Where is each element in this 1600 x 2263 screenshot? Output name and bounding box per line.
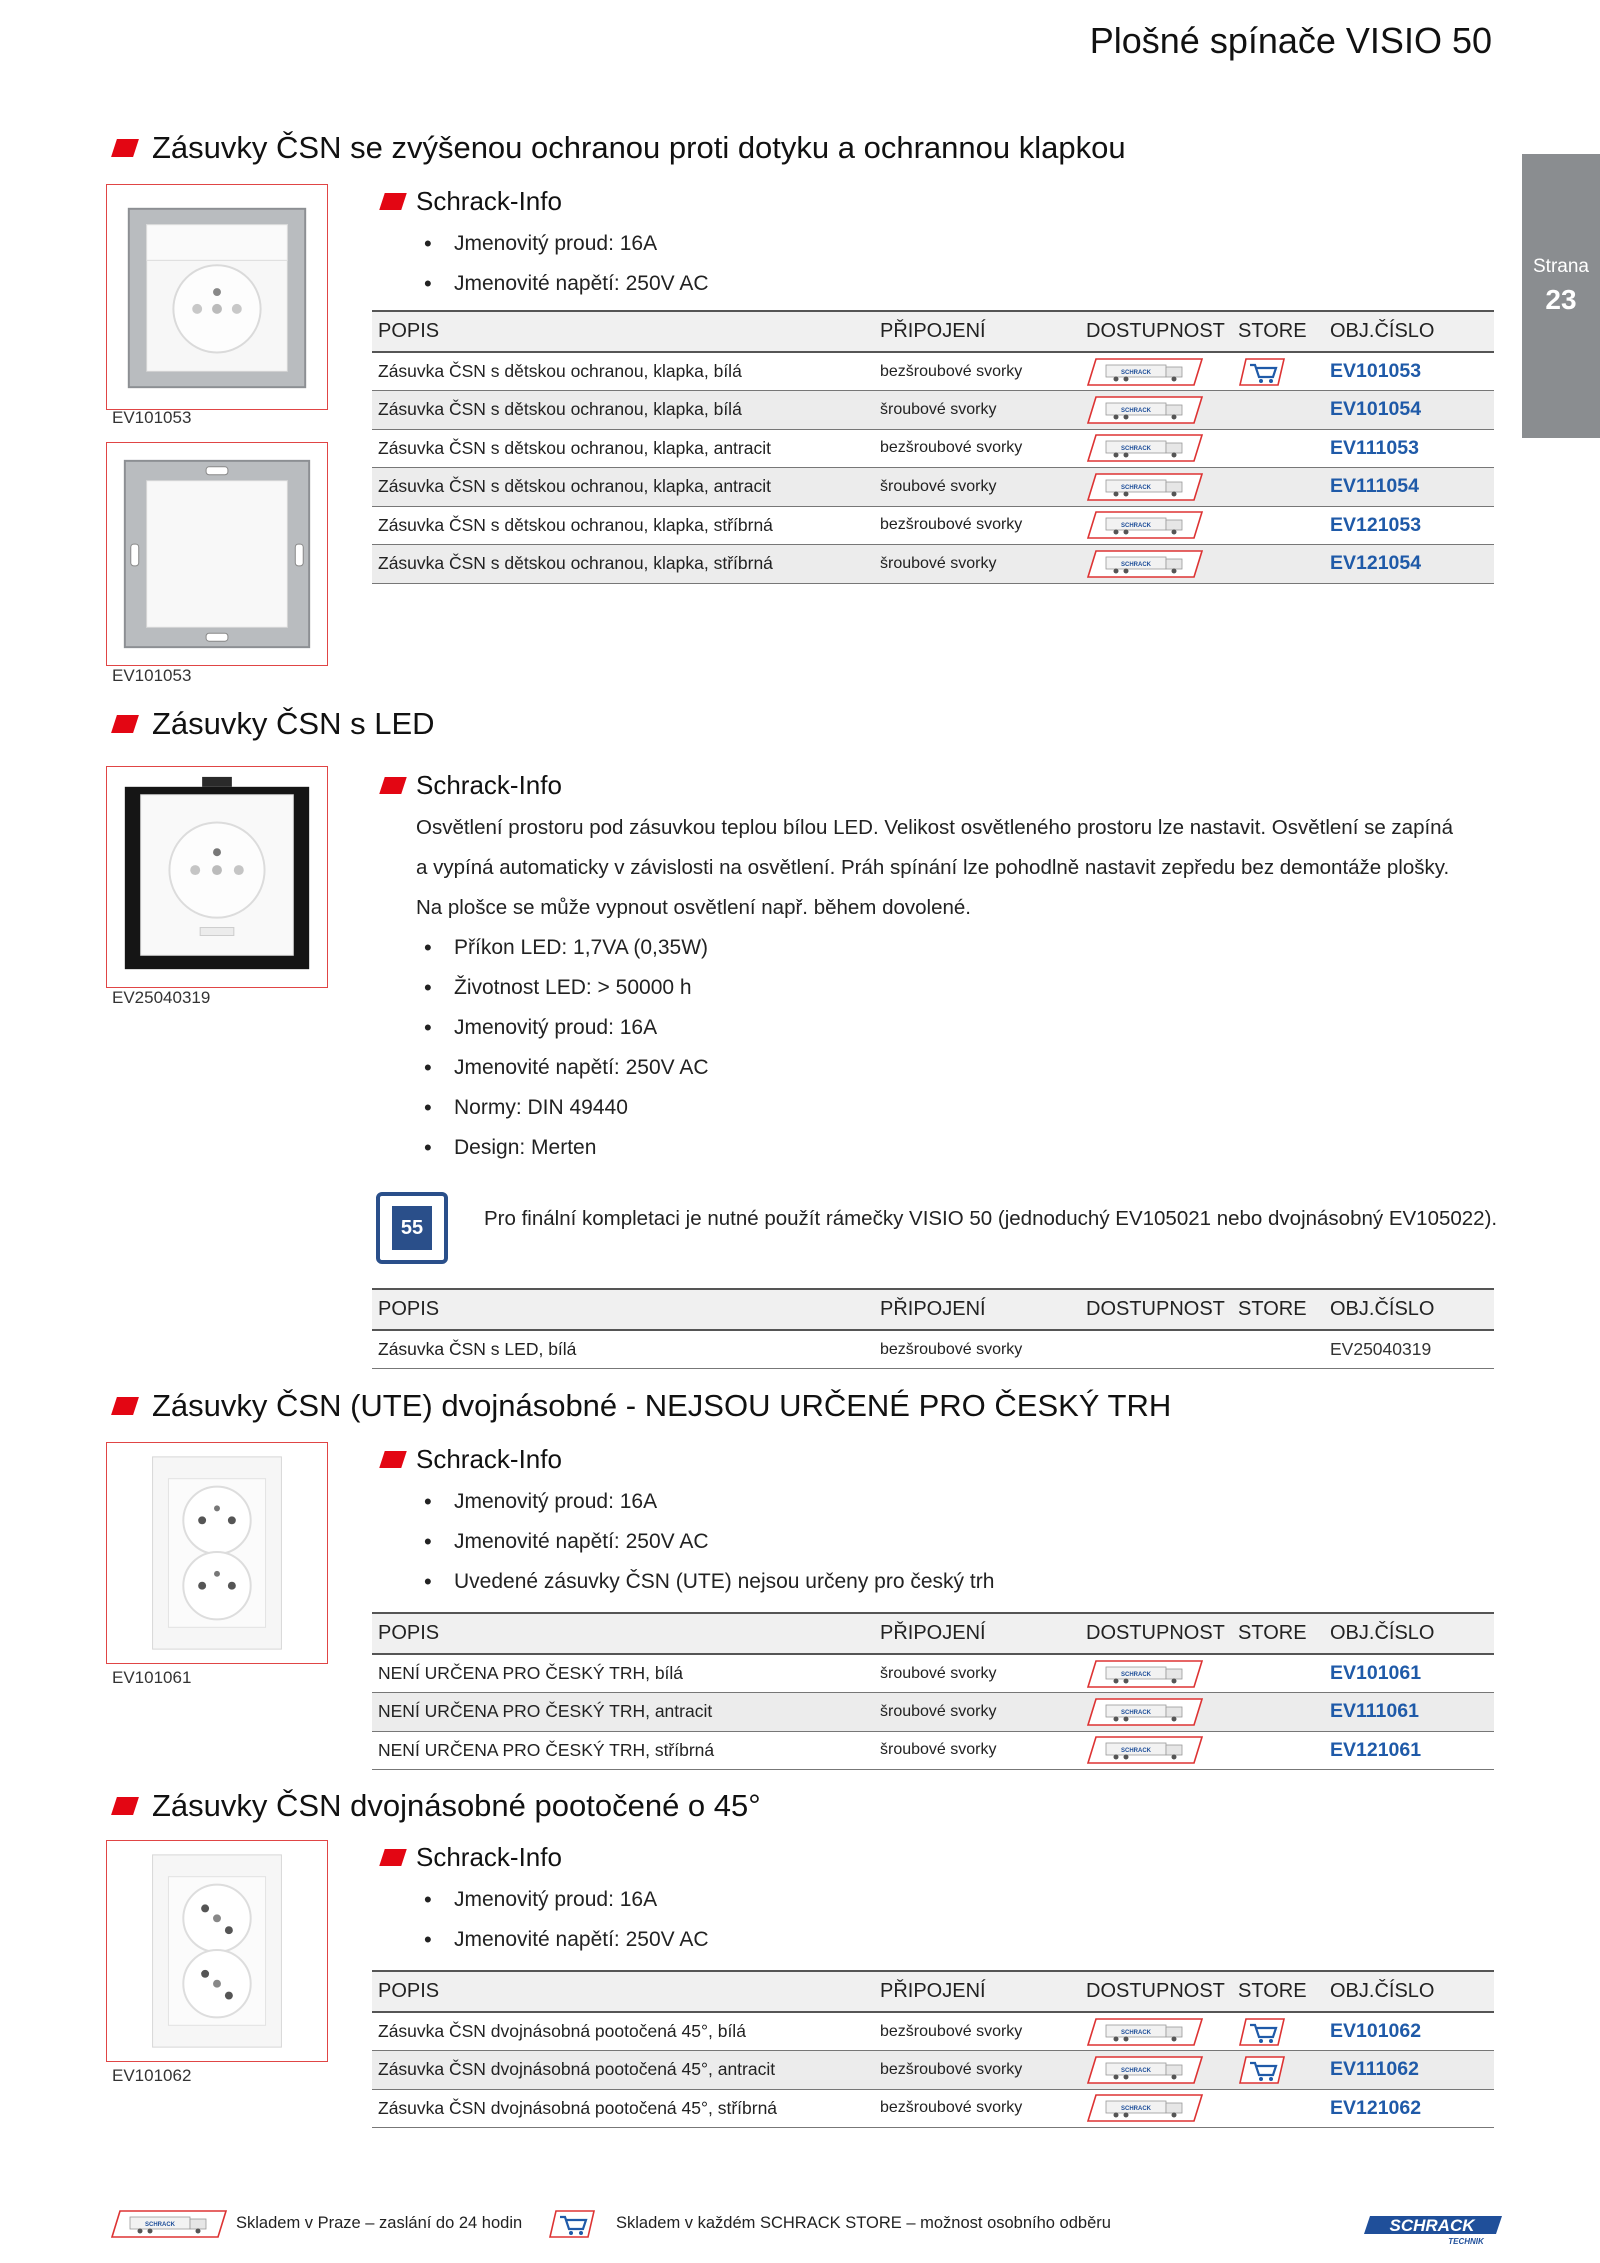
cell-store: [1232, 468, 1324, 507]
list-item: • Jmenovitý proud: 16A: [420, 1008, 709, 1048]
truck-icon: [1086, 1658, 1204, 1690]
svg-text:SCHRACK: SCHRACK: [145, 2222, 175, 2228]
schrack-info-heading: Schrack-Info: [382, 1444, 562, 1475]
truck-icon: [1086, 394, 1204, 426]
cell-dostupnost: [1080, 2051, 1232, 2090]
product-image: [106, 1442, 328, 1664]
svg-text:SCHRACK: SCHRACK: [1389, 2216, 1475, 2235]
list-item: • Jmenovitý proud: 16A: [420, 1482, 994, 1522]
table-row: [372, 352, 1494, 391]
spec-list: [420, 224, 709, 304]
cell-popis: Zásuvka ČSN dvojnásobná pootočená 45°, bílá: [372, 2012, 874, 2051]
truck-icon: [110, 2208, 228, 2240]
col-header-popis: POPIS: [372, 1613, 874, 1654]
cell-obj-cislo[interactable]: EV101053: [1324, 352, 1494, 391]
socket-with-flap-image: [107, 185, 327, 409]
truck-icon: [1086, 1696, 1204, 1728]
cell-pripojeni: bezšroubové svorky: [874, 2089, 1080, 2128]
truck-icon: [1086, 2092, 1204, 2124]
cell-obj-cislo[interactable]: EV111054: [1324, 468, 1494, 507]
cell-pripojeni: šroubové svorky: [874, 1693, 1080, 1732]
list-item: • Uvedené zásuvky ČSN (UTE) nejsou určeny pro český trh: [420, 1562, 994, 1602]
cell-obj-cislo[interactable]: EV101061: [1324, 1654, 1494, 1693]
svg-text:SCHRACK: SCHRACK: [1121, 2029, 1151, 2036]
cell-dostupnost: [1080, 468, 1232, 507]
svg-text:SCHRACK: SCHRACK: [1121, 1748, 1151, 1755]
svg-text:SCHRACK: SCHRACK: [1121, 1709, 1151, 1716]
spec-list: [420, 928, 709, 1168]
col-header-popis: POPIS: [372, 1971, 874, 2012]
product-image: [106, 1840, 328, 2062]
table-header-row: [372, 1971, 1494, 2012]
col-header-obj: OBJ.ČÍSLO: [1324, 1289, 1494, 1330]
page-number-tab: [1522, 154, 1600, 438]
cell-store: [1232, 2012, 1324, 2051]
cell-store: [1232, 506, 1324, 545]
cell-pripojeni: bezšroubové svorky: [874, 2051, 1080, 2090]
product-table: [372, 1612, 1494, 1770]
col-header-store: STORE: [1232, 311, 1324, 352]
svg-text:SCHRACK: SCHRACK: [1121, 407, 1151, 414]
col-header-popis: POPIS: [372, 311, 874, 352]
col-header-pripojeni: PŘIPOJENÍ: [874, 1971, 1080, 2012]
product-table: [372, 1288, 1494, 1369]
red-parallelogram-icon: [111, 139, 139, 157]
col-header-obj: OBJ.ČÍSLO: [1324, 311, 1494, 352]
cell-store: [1232, 1654, 1324, 1693]
svg-text:SCHRACK: SCHRACK: [1121, 523, 1151, 530]
red-parallelogram-icon: [111, 715, 139, 733]
image-caption: EV25040319: [112, 988, 211, 1007]
red-parallelogram-icon: [379, 1849, 407, 1866]
shopping-cart-icon: [548, 2208, 596, 2240]
red-parallelogram-icon: [111, 1397, 139, 1415]
list-item: • Jmenovitý proud: 16A: [420, 224, 709, 264]
cell-pripojeni: šroubové svorky: [874, 468, 1080, 507]
col-header-store: STORE: [1232, 1289, 1324, 1330]
cell-obj-cislo[interactable]: EV111061: [1324, 1693, 1494, 1732]
cell-pripojeni: bezšroubové svorky: [874, 429, 1080, 468]
table-row: [372, 2012, 1494, 2051]
table-header-row: [372, 311, 1494, 352]
cell-dostupnost: [1080, 1330, 1232, 1369]
schrack-info-heading: Schrack-Info: [382, 770, 562, 801]
cell-popis: Zásuvka ČSN dvojnásobná pootočená 45°, stříbrná: [372, 2089, 874, 2128]
cell-popis: Zásuvka ČSN s dětskou ochranou, klapka, bílá: [372, 352, 874, 391]
shopping-cart-icon: [1238, 2054, 1286, 2086]
legend-truck-text: Skladem v Praze – zaslání do 24 hodin: [236, 2214, 523, 2232]
section-heading: [114, 1788, 761, 1824]
col-header-pripojeni: PŘIPOJENÍ: [874, 1289, 1080, 1330]
list-item: • Jmenovitý proud: 16A: [420, 1880, 709, 1920]
cell-popis: Zásuvka ČSN s dětskou ochranou, klapka, antracit: [372, 468, 874, 507]
list-item: • Normy: DIN 49440: [420, 1088, 709, 1128]
table-row: [372, 2051, 1494, 2090]
svg-text:SCHRACK: SCHRACK: [1121, 369, 1151, 376]
truck-icon: [1086, 509, 1204, 541]
cell-obj-cislo[interactable]: EV111053: [1324, 429, 1494, 468]
svg-text:SCHRACK: SCHRACK: [1121, 2106, 1151, 2113]
section-title: Zásuvky ČSN se zvýšenou ochranou proti dotyku a ochrannou klapkou: [152, 130, 1126, 165]
cell-store: [1232, 2089, 1324, 2128]
cell-pripojeni: bezšroubové svorky: [874, 1330, 1080, 1369]
cell-store: [1232, 1731, 1324, 1770]
list-item: • Jmenovité napětí: 250V AC: [420, 1048, 709, 1088]
description: Osvětlení prostoru pod zásuvkou teplou bílou LED. Velikost osvětleného prostoru lze nastavit. Osvětlení se zapíná a vypíná automaticky v závislosti na osvětlení. Práh spínání lze pohodlně nastavit zepředu bez demontáže plošky. Na plošce se může vypnout osvětlení např. během dovolené.: [416, 816, 1453, 919]
col-header-obj: OBJ.ČÍSLO: [1324, 1971, 1494, 2012]
cell-store: [1232, 352, 1324, 391]
cell-popis: NENÍ URČENA PRO ČESKÝ TRH, antracit: [372, 1693, 874, 1732]
svg-text:SCHRACK: SCHRACK: [1121, 1671, 1151, 1678]
cell-dostupnost: [1080, 545, 1232, 584]
cell-store: [1232, 545, 1324, 584]
section-heading: [114, 130, 1126, 166]
cell-dostupnost: [1080, 1693, 1232, 1732]
table-row: [372, 429, 1494, 468]
svg-text:SCHRACK: SCHRACK: [1121, 446, 1151, 453]
col-header-dostupnost: DOSTUPNOST: [1080, 1971, 1232, 2012]
col-header-obj: OBJ.ČÍSLO: [1324, 1613, 1494, 1654]
truck-icon: [1086, 432, 1204, 464]
double-socket-image: [107, 1443, 327, 1663]
product-table: [372, 1970, 1494, 2128]
list-item: • Životnost LED: > 50000 h: [420, 968, 709, 1008]
cell-pripojeni: bezšroubové svorky: [874, 352, 1080, 391]
cell-obj-cislo[interactable]: EV25040319: [1324, 1330, 1494, 1369]
red-parallelogram-icon: [379, 193, 407, 210]
schrack-info-heading: Schrack-Info: [382, 186, 562, 217]
page-number: 23: [1545, 284, 1577, 315]
legend-store-text: Skladem v každém SCHRACK STORE – možnost osobního odběru: [616, 2214, 1111, 2232]
table-row: [372, 506, 1494, 545]
section-heading: [114, 1388, 1171, 1424]
truck-icon: [1086, 471, 1204, 503]
spec-list: [420, 1482, 994, 1602]
cell-obj-cislo[interactable]: EV121053: [1324, 506, 1494, 545]
rotated-double-socket-image: [107, 1841, 327, 2061]
cell-pripojeni: šroubové svorky: [874, 1731, 1080, 1770]
size-55-icon: 55: [376, 1192, 448, 1264]
col-header-store: STORE: [1232, 1971, 1324, 2012]
truck-icon: [1086, 2054, 1204, 2086]
cell-obj-cislo[interactable]: EV121062: [1324, 2089, 1494, 2128]
cell-popis: Zásuvka ČSN s LED, bílá: [372, 1330, 874, 1369]
schrack-info-heading: Schrack-Info: [382, 1842, 562, 1873]
image-caption: EV101053: [112, 408, 192, 427]
truck-icon: [1086, 356, 1204, 388]
list-item: • Design: Merten: [420, 1128, 709, 1168]
cell-store: [1232, 429, 1324, 468]
truck-icon: [1086, 548, 1204, 580]
cell-pripojeni: šroubové svorky: [874, 545, 1080, 584]
cell-pripojeni: bezšroubové svorky: [874, 2012, 1080, 2051]
cell-obj-cislo[interactable]: EV121061: [1324, 1731, 1494, 1770]
table-row: [372, 1654, 1494, 1693]
image-caption: EV101053: [112, 666, 192, 685]
product-image: [106, 766, 328, 988]
cell-dostupnost: [1080, 352, 1232, 391]
col-header-pripojeni: PŘIPOJENÍ: [874, 311, 1080, 352]
svg-text:SCHRACK: SCHRACK: [1121, 2067, 1151, 2074]
cell-pripojeni: šroubové svorky: [874, 1654, 1080, 1693]
cell-store: [1232, 391, 1324, 430]
cell-dostupnost: [1080, 391, 1232, 430]
cell-popis: Zásuvka ČSN s dětskou ochranou, klapka, stříbrná: [372, 506, 874, 545]
cell-popis: Zásuvka ČSN s dětskou ochranou, klapka, stříbrná: [372, 545, 874, 584]
schrack-logo: [1364, 2212, 1504, 2246]
footer-legend: [110, 2206, 1510, 2246]
list-item: • Jmenovité napětí: 250V AC: [420, 1920, 709, 1960]
table-header-row: [372, 1289, 1494, 1330]
image-caption: EV101061: [112, 1668, 192, 1687]
cell-store: [1232, 1693, 1324, 1732]
section-heading: [114, 706, 435, 742]
red-parallelogram-icon: [379, 777, 407, 794]
section-title: Zásuvky ČSN s LED: [152, 706, 435, 741]
cell-dostupnost: [1080, 1731, 1232, 1770]
socket-closed-flap-image: [107, 443, 327, 665]
shopping-cart-icon: [1238, 2016, 1286, 2048]
cell-popis: Zásuvka ČSN dvojnásobná pootočená 45°, antracit: [372, 2051, 874, 2090]
page-label: Strana: [1533, 256, 1589, 277]
table-row: [372, 545, 1494, 584]
cell-obj-cislo[interactable]: EV111062: [1324, 2051, 1494, 2090]
led-socket-image: [107, 767, 327, 987]
note-text: Pro finální kompletaci je nutné použít rámečky VISIO 50 (jednoduchý EV105021 nebo dvojnásobný EV105022).: [484, 1207, 1498, 1230]
page-title: Plošné spínače VISIO 50: [1089, 20, 1492, 61]
cell-pripojeni: bezšroubové svorky: [874, 506, 1080, 545]
shopping-cart-icon: [1238, 356, 1286, 388]
cell-popis: NENÍ URČENA PRO ČESKÝ TRH, stříbrná: [372, 1731, 874, 1770]
section-title: Zásuvky ČSN dvojnásobné pootočené o 45°: [152, 1788, 761, 1823]
col-header-store: STORE: [1232, 1613, 1324, 1654]
table-row: [372, 1693, 1494, 1732]
col-header-dostupnost: DOSTUPNOST: [1080, 1613, 1232, 1654]
truck-icon: [1086, 2016, 1204, 2048]
cell-dostupnost: [1080, 429, 1232, 468]
cell-popis: Zásuvka ČSN s dětskou ochranou, klapka, antracit: [372, 429, 874, 468]
cell-dostupnost: [1080, 506, 1232, 545]
col-header-popis: POPIS: [372, 1289, 874, 1330]
truck-icon: [1086, 1734, 1204, 1766]
cell-obj-cislo[interactable]: EV101054: [1324, 391, 1494, 430]
cell-store: [1232, 2051, 1324, 2090]
red-parallelogram-icon: [379, 1451, 407, 1468]
col-header-pripojeni: PŘIPOJENÍ: [874, 1613, 1080, 1654]
svg-text:SCHRACK: SCHRACK: [1121, 484, 1151, 491]
svg-text:SCHRACK: SCHRACK: [1121, 561, 1151, 568]
list-item: • Jmenovité napětí: 250V AC: [420, 1522, 994, 1562]
spec-list: [420, 1880, 709, 1960]
cell-popis: NENÍ URČENA PRO ČESKÝ TRH, bílá: [372, 1654, 874, 1693]
product-image: [106, 184, 328, 410]
cell-popis: Zásuvka ČSN s dětskou ochranou, klapka, bílá: [372, 391, 874, 430]
col-header-dostupnost: DOSTUPNOST: [1080, 311, 1232, 352]
table-row: [372, 391, 1494, 430]
cell-pripojeni: šroubové svorky: [874, 391, 1080, 430]
product-image: [106, 442, 328, 666]
image-caption: EV101062: [112, 2066, 192, 2085]
table-row: [372, 1330, 1494, 1369]
section-title: Zásuvky ČSN (UTE) dvojnásobné - NEJSOU URČENÉ PRO ČESKÝ TRH: [152, 1388, 1172, 1423]
table-header-row: [372, 1613, 1494, 1654]
svg-text:TECHNIK: TECHNIK: [1448, 2237, 1484, 2246]
table-row: [372, 468, 1494, 507]
table-row: [372, 2089, 1494, 2128]
cell-store: [1232, 1330, 1324, 1369]
cell-dostupnost: [1080, 2012, 1232, 2051]
table-row: [372, 1731, 1494, 1770]
col-header-dostupnost: DOSTUPNOST: [1080, 1289, 1232, 1330]
list-item: • Příkon LED: 1,7VA (0,35W): [420, 928, 709, 968]
list-item: • Jmenovité napětí: 250V AC: [420, 264, 709, 304]
product-table: [372, 310, 1494, 584]
red-parallelogram-icon: [111, 1797, 139, 1815]
cell-dostupnost: [1080, 1654, 1232, 1693]
cell-obj-cislo[interactable]: EV101062: [1324, 2012, 1494, 2051]
cell-dostupnost: [1080, 2089, 1232, 2128]
cell-obj-cislo[interactable]: EV121054: [1324, 545, 1494, 584]
